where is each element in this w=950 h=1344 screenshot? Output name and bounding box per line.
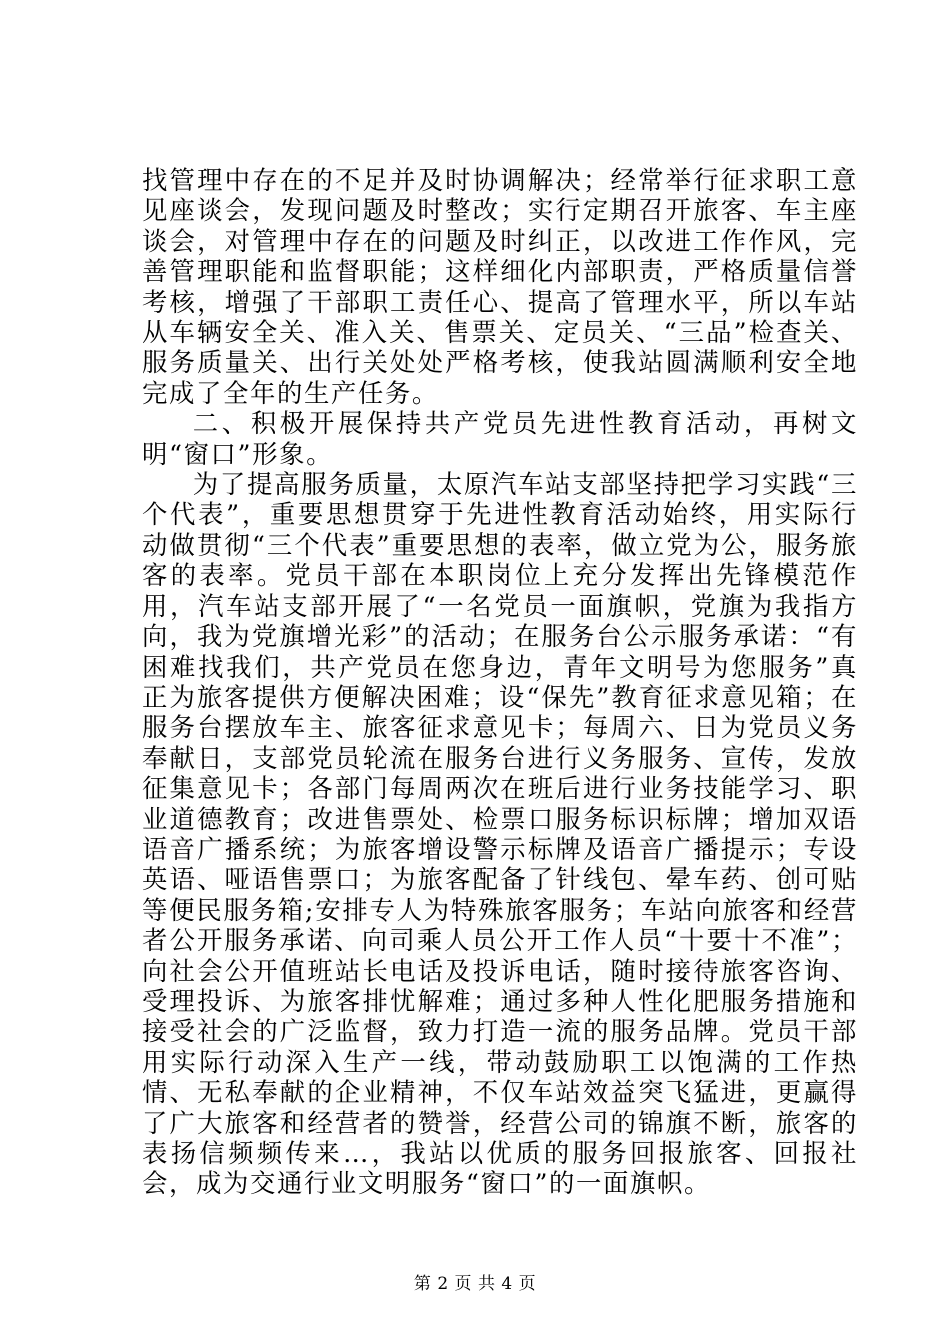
section-heading-two: 二、积极开展保持共产党员先进性教育活动，再树文明“窗口”形象。 xyxy=(142,408,858,469)
paragraph-continuation: 找管理中存在的不足并及时协调解决；经常举行征求职工意见座谈会，发现问题及时整改；实行定期召开旅客、车主座谈会，对管理中存在的问题及时纠正，以改进工作作风，完善管理职能和监督职能；这样细化内部职责，严格质量信誉考核，增强了干部职工责任心、提高了管理水平，所以车站从车辆安全关、准入关、售票关、定员关、“三品”检查关、服务质量关、出行关处处严格考核，使我站圆满顺利安全地完成了全年的生产任务。 xyxy=(142,165,858,408)
document-body xyxy=(142,165,858,1199)
page-number-label: 第 2 页 共 4 页 xyxy=(413,1274,537,1294)
paragraph-service-quality: 为了提高服务质量，太原汽车站支部坚持把学习实践“三个代表”，重要思想贯穿于先进性教育活动始终，用实际行动做贯彻“三个代表”重要思想的表率，做立党为公，服务旅客的表率。党员干部在本职岗位上充分发挥出先锋模范作用，汽车站支部开展了“一名党员一面旗帜，党旗为我指方向，我为党旗增光彩”的活动；在服务台公示服务承诺：“有困难找我们，共产党员在您身边，青年文明号为您服务”真正为旅客提供方便解决困难；设“保先”教育征求意见箱；在服务台摆放车主、旅客征求意见卡；每周六、日为党员义务奉献日，支部党员轮流在服务台进行义务服务、宣传，发放征集意见卡；各部门每周两次在班后进行业务技能学习、职业道德教育；改进售票处、检票口服务标识标牌；增加双语语音广播系统；为旅客增设警示标牌及语音广播提示；专设英语、哑语售票口；为旅客配备了针线包、晕车药、创可贴等便民服务箱;安排专人为特殊旅客服务；车站向旅客和经营者公开服务承诺、向司乘人员公开工作人员“十要十不准”；向社会公开值班站长电话及投诉电话，随时接待旅客咨询、受理投诉、为旅客排忧解难；通过多种人性化肥服务措施和接受社会的广泛监督，致力打造一流的服务品牌。党员干部用实际行动深入生产一线，带动鼓励职工以饱满的工作热情、无私奉献的企业精神，不仅车站效益突飞猛进，更赢得了广大旅客和经营者的赞誉，经营公司的锦旗不断，旅客的表扬信频频传来…，我站以优质的服务回报旅客、回报社会，成为交通行业文明服务“窗口”的一面旗帜。 xyxy=(142,469,858,1199)
page-footer xyxy=(0,1274,950,1294)
